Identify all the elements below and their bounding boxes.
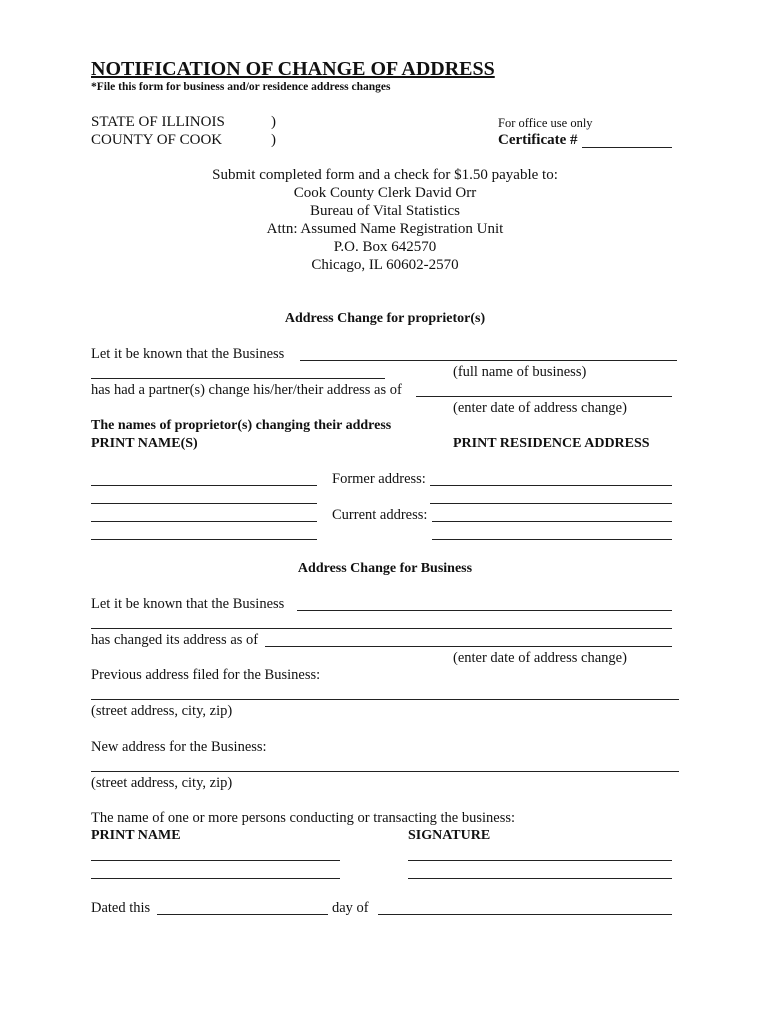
proprietor-name-field-1[interactable] [91, 485, 317, 486]
business-change-date-field[interactable] [265, 646, 672, 647]
form-subtitle: *File this form for business and/or residence address changes [91, 81, 391, 93]
submit-line-6: Chicago, IL 60602-2570 [311, 257, 459, 273]
person-name-field-1[interactable] [91, 860, 340, 861]
business-known-label: Let it be known that the Business [91, 596, 285, 612]
previous-address-field[interactable] [91, 699, 679, 700]
office-use-label: For office use only [498, 116, 593, 130]
proprietor-name-field-4[interactable] [91, 539, 317, 540]
proprietor-name-field-2[interactable] [91, 503, 317, 504]
county-label: COUNTY OF COOK [91, 132, 223, 148]
submit-line-1: Submit completed form and a check for $1.50 payable to: [212, 167, 558, 183]
proprietor-known-label: Let it be known that the Business [91, 346, 285, 362]
former-address-field-1[interactable] [430, 485, 672, 486]
street-hint-2: (street address, city, zip) [91, 775, 233, 791]
current-address-field-2[interactable] [432, 539, 672, 540]
submit-line-4: Attn: Assumed Name Registration Unit [266, 221, 504, 237]
business-changed-label: has changed its address as of [91, 632, 259, 648]
new-address-field[interactable] [91, 771, 679, 772]
previous-address-label: Previous address filed for the Business: [91, 667, 321, 683]
certificate-field[interactable] [582, 147, 672, 148]
business-date-hint: (enter date of address change) [453, 650, 627, 666]
proprietor-business-name-field[interactable] [300, 360, 677, 361]
form-title: NOTIFICATION OF CHANGE OF ADDRESS [91, 58, 495, 80]
former-address-label: Former address: [332, 471, 426, 487]
signature-field-2[interactable] [408, 878, 672, 879]
dated-day-field[interactable] [157, 914, 328, 915]
submit-line-2: Cook County Clerk David Orr [293, 185, 477, 201]
signature-field-1[interactable] [408, 860, 672, 861]
current-address-label: Current address: [332, 507, 428, 523]
former-address-field-2[interactable] [430, 503, 672, 504]
new-address-label: New address for the Business: [91, 739, 267, 755]
print-residence-label: PRINT RESIDENCE ADDRESS [453, 436, 650, 451]
person-name-field-2[interactable] [91, 878, 340, 879]
signature-label: SIGNATURE [408, 828, 491, 843]
paren-2: ) [271, 132, 276, 148]
dated-this-label: Dated this [91, 900, 151, 916]
street-hint-1: (street address, city, zip) [91, 703, 233, 719]
partner-change-label: has had a partner(s) change his/her/their address as of [91, 382, 402, 398]
proprietor-date-hint: (enter date of address change) [453, 400, 627, 416]
proprietor-section-heading: Address Change for proprietor(s) [284, 311, 486, 326]
full-name-hint: (full name of business) [453, 364, 587, 380]
submit-line-5: P.O. Box 642570 [333, 239, 437, 255]
current-address-field-1[interactable] [432, 521, 672, 522]
business-section-heading: Address Change for Business [297, 561, 473, 576]
proprietor-names-heading: The names of proprietor(s) changing their address [91, 418, 392, 433]
day-of-label: day of [332, 900, 369, 916]
certificate-label: Certificate # [498, 132, 578, 148]
dated-month-year-field[interactable] [378, 914, 672, 915]
proprietor-name-field-3[interactable] [91, 521, 317, 522]
state-label: STATE OF ILLINOIS [91, 114, 225, 130]
submit-line-3: Bureau of Vital Statistics [309, 203, 461, 219]
print-name-label: PRINT NAME [91, 828, 181, 843]
business-name-field[interactable] [297, 610, 672, 611]
persons-label: The name of one or more persons conducting or transacting the business: [91, 810, 516, 826]
print-names-label: PRINT NAME(S) [91, 436, 198, 451]
paren-1: ) [271, 114, 276, 130]
proprietor-business-name-field-2[interactable] [91, 378, 385, 379]
business-name-field-2[interactable] [91, 628, 672, 629]
partner-change-date-field[interactable] [416, 396, 672, 397]
